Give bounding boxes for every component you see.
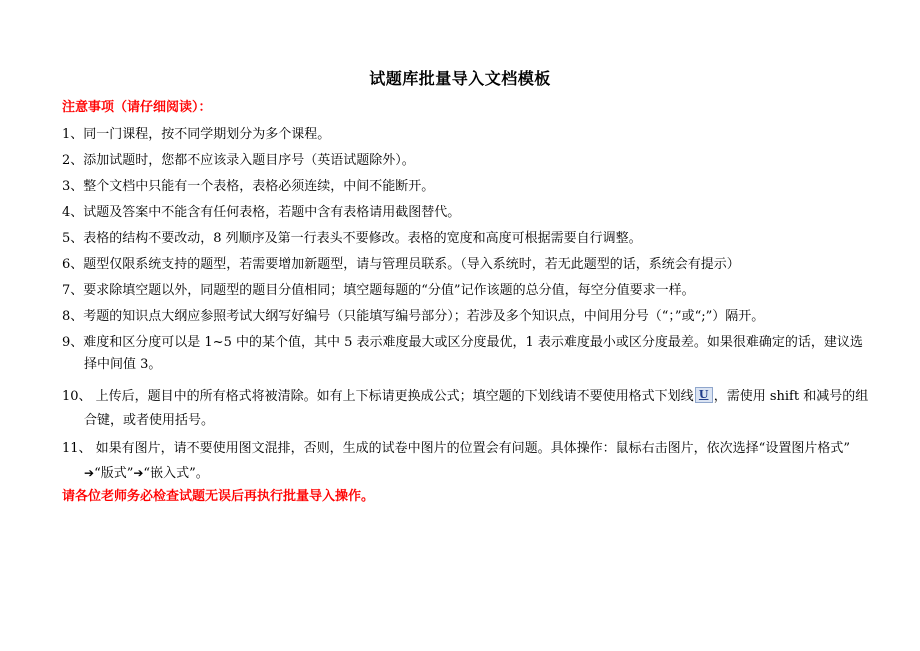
underline-format-icon: U [695, 387, 713, 403]
list-item [62, 256, 862, 274]
item-number: 1、 [62, 127, 84, 142]
list-item [62, 152, 862, 170]
item-number: 3、 [62, 179, 84, 194]
menu-path-layout: “版式” [94, 466, 134, 481]
list-item [62, 440, 862, 458]
final-warning: 请各位老师务必检查试题无误后再执行批量导入操作。 [62, 489, 375, 504]
item-number: 8、 [62, 309, 84, 324]
item-continuation: 择中间值 3。 [84, 357, 162, 372]
list-item [62, 230, 862, 248]
item-text: 要求除填空题以外，同题型的题目分值相同；填空题每题的“分值”记作该题的总分值，每空分值要求一样。 [83, 283, 695, 298]
list-item [62, 308, 862, 326]
item-text: 添加试题时，您都不应该录入题目序号（英语试题除外）。 [83, 153, 415, 168]
item-text: 难度和区分度可以是 1~5 中的某个值，其中 5 表示难度最大或区分度最优，1 表示难度最小或区分度最差。如果很难确定的话，建议选 [83, 335, 863, 350]
list-item [62, 204, 862, 222]
item-continuation [84, 464, 209, 483]
item-text: 考题的知识点大纲应参照考试大纲写好编号（只能填写编号部分）；若涉及多个知识点，中间用分号（“；”或“;”）隔开。 [83, 309, 765, 324]
item-text: 整个文档中只能有一个表格，表格必须连续，中间不能断开。 [83, 179, 435, 194]
item-number: 9、 [62, 335, 84, 350]
list-item [62, 126, 862, 144]
list-item [62, 178, 862, 196]
item-text: 如果有图片，请不要使用图文混排，否则，生成的试卷中图片的位置会有问题。具体操作：鼠标右击图片，依次选择“设置图片格式” [91, 441, 850, 456]
item-number: 2、 [62, 153, 84, 168]
item-number: 11、 [62, 441, 92, 456]
item-text: 同一门课程，按不同学期划分为多个课程。 [83, 127, 331, 142]
item-text: 试题及答案中不能含有任何表格，若题中含有表格请用截图替代。 [83, 205, 461, 220]
item-text: 表格的结构不要改动，8 列顺序及第一行表头不要修改。表格的宽度和高度可根据需要自行调整。 [83, 231, 642, 246]
item-number: 4、 [62, 205, 84, 220]
item-number: 10、 [62, 389, 92, 404]
document-title: 试题库批量导入文档模板 [369, 69, 551, 88]
list-item [62, 334, 862, 352]
item-continuation: 合键，或者使用括号。 [84, 413, 215, 428]
notice-heading: 注意事项（请仔细阅读）： [62, 100, 212, 115]
item-number: 7、 [62, 283, 84, 298]
item-text: ，需使用 shift 和减号的组 [713, 389, 869, 404]
item-text: 题型仅限系统支持的题型，若需要增加新题型，请与管理员联系。（导入系统时，若无此题型的话，系统会有提示） [83, 257, 740, 272]
arrow-right-icon: ➔ [133, 466, 144, 480]
arrow-right-icon: ➔ [84, 466, 95, 480]
menu-path-inline: “嵌入式”。 [143, 466, 209, 481]
item-text: 上传后，题目中的所有格式将被清除。如有上下标请更换成公式；填空题的下划线请不要使用格式下划线 [91, 389, 694, 404]
list-item [62, 387, 869, 406]
item-number: 5、 [62, 231, 84, 246]
list-item [62, 282, 862, 300]
item-number: 6、 [62, 257, 84, 272]
